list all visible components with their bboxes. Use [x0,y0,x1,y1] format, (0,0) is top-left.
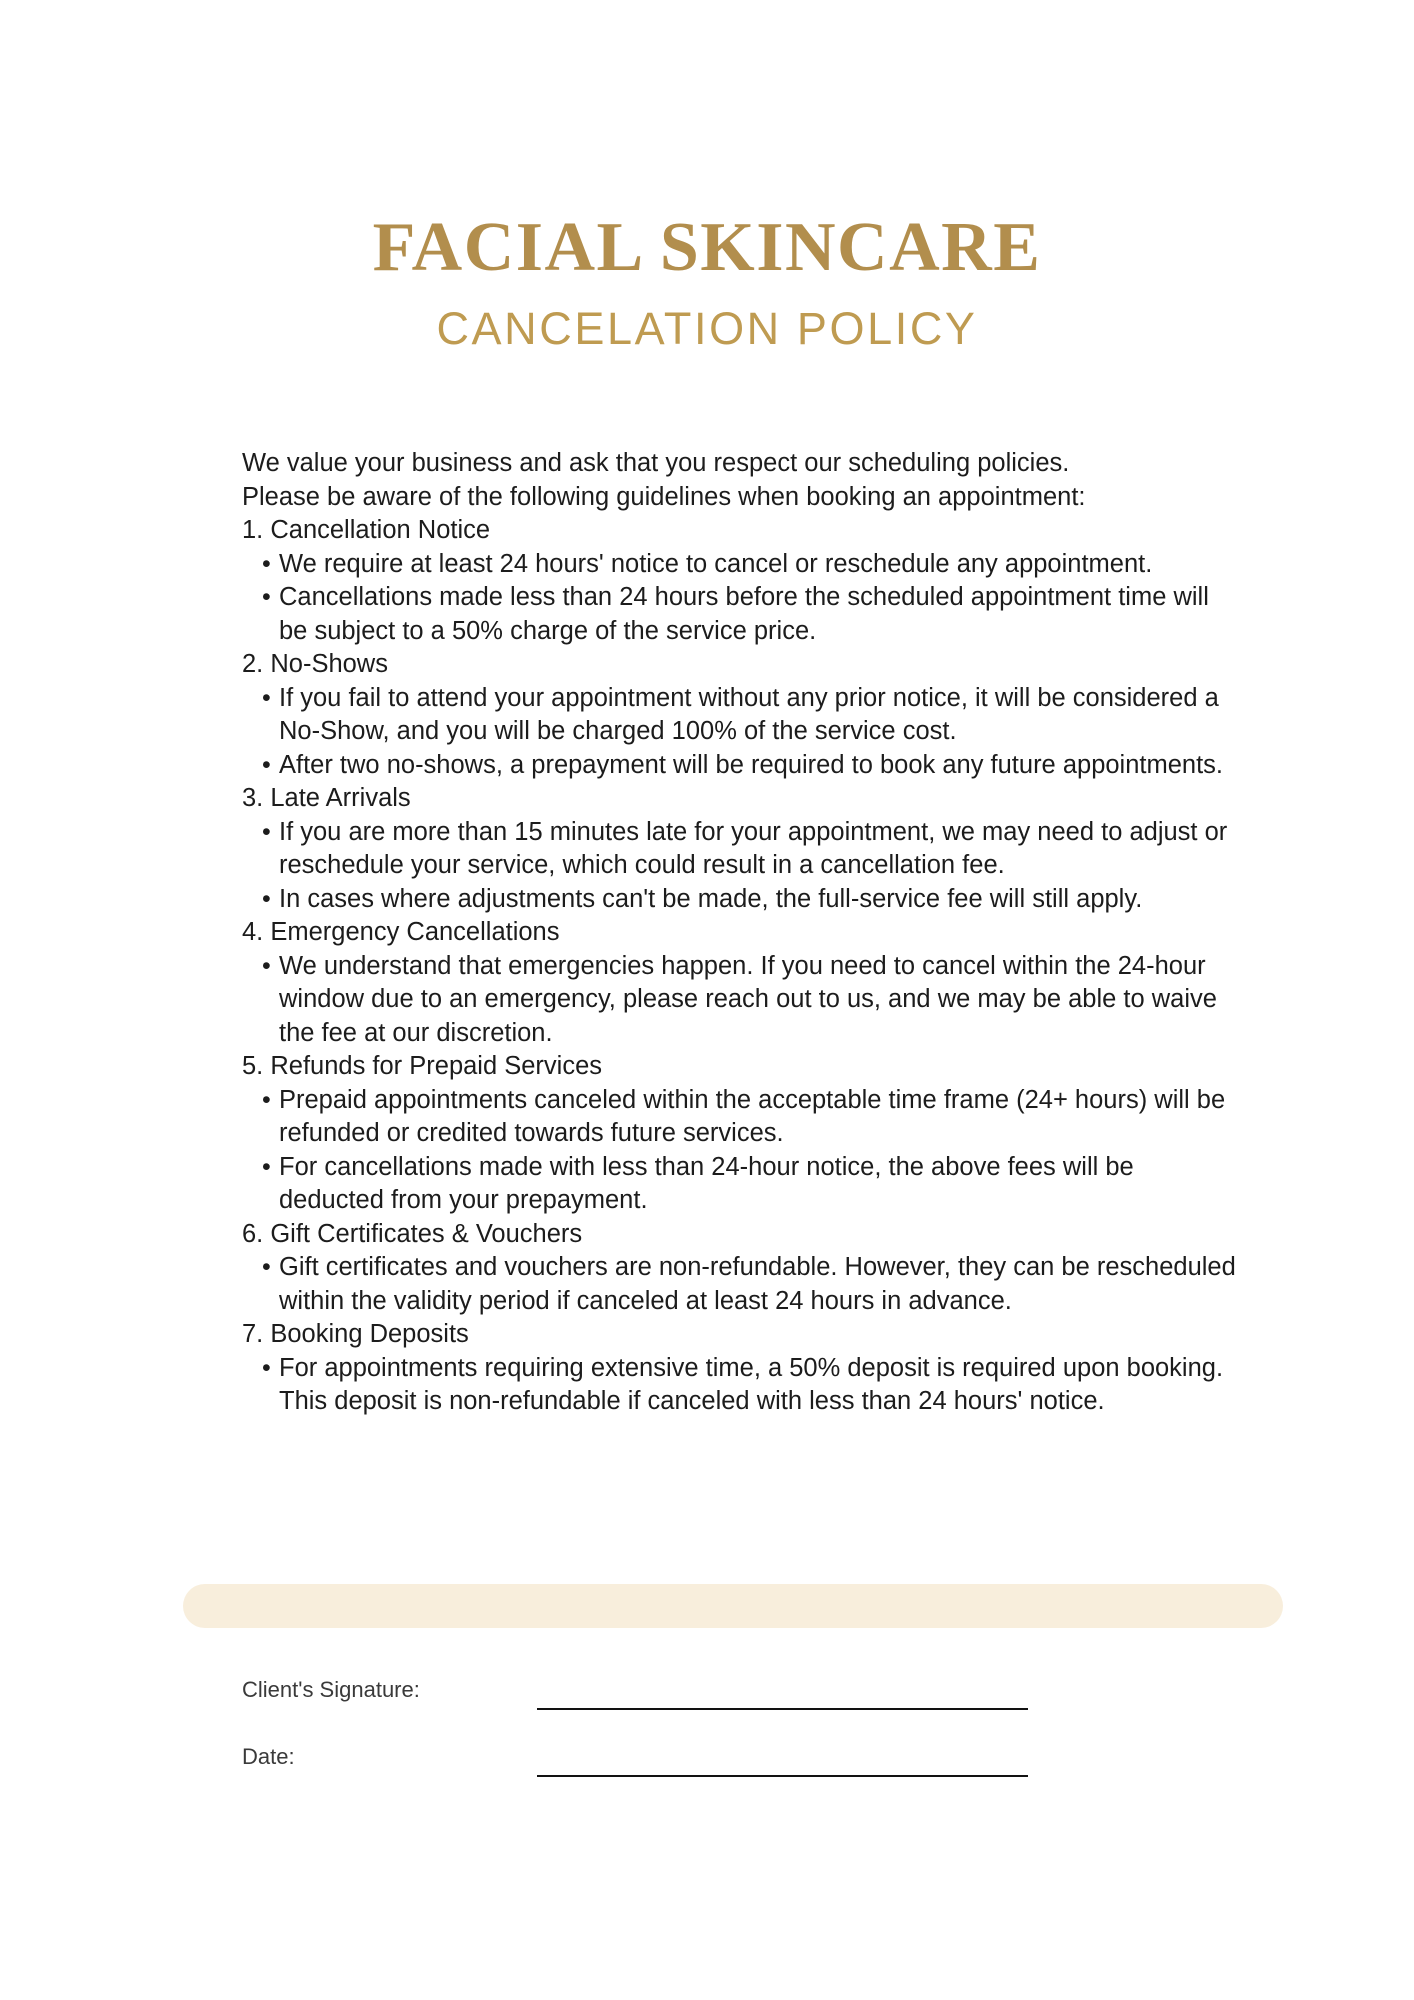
list-item: • If you are more than 15 minutes late for your appointment, we may need to adjust or reschedule your service, which could result in a cancellation fee. [242,816,1242,883]
policy-section [242,782,1242,916]
section-title: 6. Gift Certificates & Vouchers [242,1219,583,1248]
section-title: 7. Booking Deposits [242,1320,469,1348]
section-bullet-list [242,950,1242,1051]
section-title: 1. Cancellation Notice [242,516,491,544]
list-item: • Cancellations made less than 24 hours before the scheduled appointment time will be subject to a 50% charge of the service price. [242,581,1242,648]
list-item: • After two no-shows, a prepayment will be required to book any future appointments. [242,749,1242,783]
section-title: 3. Late Arrivals [242,784,411,812]
section-title: 5. Refunds for Prepaid Services [242,1052,603,1080]
section-bullet-list [242,548,1242,649]
list-item: • We understand that emergencies happen. If you need to cancel within the 24-hour window due to an emergency, please reach out to us, and we may be able to waive the fee at our discretion. [242,950,1242,1051]
section-title: 4. Emergency Cancellations [242,918,560,946]
policy-section [242,648,1242,782]
document-header [0,209,1414,355]
section-bullet-list [242,1352,1242,1419]
date-field[interactable] [537,1775,1028,1777]
policy-section [242,514,1242,648]
policy-section [242,1218,1242,1319]
section-bullet-list [242,682,1242,783]
policy-section [242,1318,1242,1419]
policy-body [242,447,1242,1419]
section-title: 2. No-Shows [242,650,388,678]
date-row [242,1743,1042,1803]
list-item: • Prepaid appointments canceled within the acceptable time frame (24+ hours) will be refunded or credited towards future services. [242,1084,1242,1151]
list-item: • If you fail to attend your appointment without any prior notice, it will be considered a No-Show, and you will be charged 100% of the service cost. [242,682,1242,749]
client-signature-row [242,1676,1042,1736]
page-subtitle: CANCELATION POLICY [436,303,978,355]
section-bullet-list [242,1084,1242,1218]
client-signature-label: Client's Signature: [242,1677,420,1702]
intro-line-2: Please be aware of the following guidelines when booking an appointment: [242,482,1086,511]
client-signature-field[interactable] [537,1708,1028,1710]
intro-line-1: We value your business and ask that you respect our scheduling policies. [242,449,1070,477]
list-item: • We require at least 24 hours' notice to cancel or reschedule any appointment. [242,548,1242,582]
section-bullet-list [242,1251,1242,1318]
policy-section [242,1050,1242,1218]
list-item: • For appointments requiring extensive time, a 50% deposit is required upon booking. This deposit is non-refundable if canceled with less than 24 hours' notice. [242,1352,1242,1419]
divider-bar [183,1584,1283,1628]
list-item: • Gift certificates and vouchers are non-refundable. However, they can be rescheduled within the validity period if canceled at least 24 hours in advance. [242,1251,1242,1318]
page-title: FACIAL SKINCARE [372,209,1042,286]
section-bullet-list [242,816,1242,917]
list-item: • In cases where adjustments can't be made, the full-service fee will still apply. [242,883,1242,917]
signature-block [242,1676,1042,1803]
list-item: • For cancellations made with less than 24-hour notice, the above fees will be deducted from your prepayment. [242,1151,1242,1218]
date-label: Date: [242,1744,295,1769]
policy-section [242,916,1242,1050]
